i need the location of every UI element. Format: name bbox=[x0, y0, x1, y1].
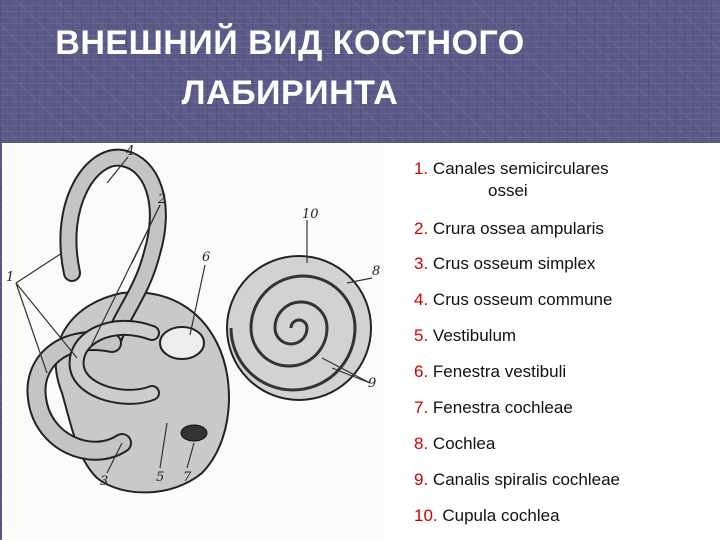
figure-label-3: 3 bbox=[100, 474, 109, 489]
legend-text: Fenestra cochleae bbox=[432, 398, 573, 417]
legend-panel bbox=[384, 143, 720, 540]
legend-item-7 bbox=[414, 397, 573, 419]
labyrinth-drawing bbox=[2, 143, 386, 540]
legend-number: 4. bbox=[414, 290, 429, 309]
legend-item-8 bbox=[414, 433, 495, 455]
legend-text: Canalis spiralis cochleae bbox=[432, 470, 621, 489]
legend-number: 10. bbox=[414, 506, 438, 525]
legend-item-5 bbox=[414, 325, 516, 347]
legend-number: 2. bbox=[414, 219, 429, 238]
oval-window bbox=[160, 327, 204, 359]
legend-number: 3. bbox=[414, 254, 429, 273]
legend-text: Crura ossea ampularis bbox=[432, 219, 604, 238]
figure-label-1: 1 bbox=[6, 270, 15, 285]
legend-text-continued: ossei bbox=[488, 181, 528, 200]
legend-text: Vestibulum bbox=[432, 326, 517, 345]
legend-item-4 bbox=[414, 289, 612, 311]
legend-number: 9. bbox=[414, 470, 429, 489]
legend-item-2 bbox=[414, 218, 604, 240]
figure-label-6: 6 bbox=[202, 250, 211, 265]
figure-label-10: 10 bbox=[302, 207, 319, 222]
legend-number: 7. bbox=[414, 398, 429, 417]
legend-item-10 bbox=[414, 505, 560, 527]
figure-label-4: 4 bbox=[126, 144, 135, 159]
legend-text: Crus osseum commune bbox=[432, 290, 613, 309]
slide-title-line-2: ЛАБИРИНТА bbox=[181, 74, 399, 112]
figure-label-7: 7 bbox=[183, 470, 192, 485]
legend-item-1 bbox=[414, 158, 609, 202]
legend-text: Cochlea bbox=[432, 434, 496, 453]
legend-text: Cupula cochlea bbox=[442, 506, 560, 525]
figure-label-9: 9 bbox=[368, 376, 377, 391]
legend-item-9 bbox=[414, 469, 620, 491]
round-window bbox=[181, 425, 207, 441]
legend-number: 5. bbox=[414, 326, 429, 345]
legend-item-3 bbox=[414, 253, 595, 275]
legend-number: 6. bbox=[414, 362, 429, 381]
legend-number: 1. bbox=[414, 159, 429, 178]
figure-label-2: 2 bbox=[158, 192, 167, 207]
legend-text: Fenestra vestibuli bbox=[432, 362, 567, 381]
bony-labyrinth-illustration bbox=[2, 143, 386, 540]
legend-text: Crus osseum simplex bbox=[432, 254, 596, 273]
legend-number: 8. bbox=[414, 434, 429, 453]
slide-title-line-1: ВНЕШНИЙ ВИД КОСТНОГО bbox=[55, 24, 525, 62]
legend-item-6 bbox=[414, 361, 566, 383]
legend-text: Canales semicirculares bbox=[432, 159, 609, 178]
figure-label-8: 8 bbox=[372, 264, 381, 279]
figure-label-5: 5 bbox=[156, 470, 165, 485]
slide-title bbox=[0, 18, 580, 118]
